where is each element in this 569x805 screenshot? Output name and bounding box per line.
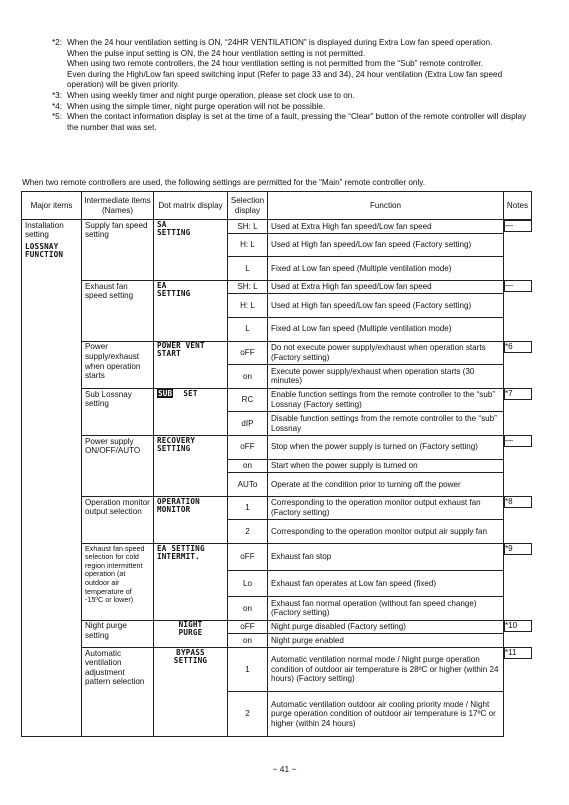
function-text: Exhaust fan normal operation (without fan speed change) (Factory setting) — [268, 597, 504, 621]
page-number: − 41 − — [272, 764, 297, 774]
footnote-2 — [52, 38, 537, 91]
dot-matrix-display — [154, 220, 228, 281]
lcd-text: SET — [183, 388, 198, 398]
header-dot-matrix: Dot matrix display — [154, 192, 228, 220]
dot-matrix-display — [154, 388, 228, 435]
lcd-text: OPERATION MONITOR — [157, 496, 200, 514]
footnote-line: Even during the High/Low fan speed switching input (Refer to page 33 and 34), 24 hour ventilation (Extra Low fan speed operation) will be given priority. — [67, 69, 503, 90]
intermediate-item: Night purge setting — [82, 620, 154, 647]
function-text: Fixed at Low fan speed (Multiple ventilation mode) — [268, 317, 504, 341]
intermediate-item: Operation monitor output selection — [82, 496, 154, 543]
lcd-text: BYPASS SETTING — [173, 647, 208, 665]
lcd-inverted-text: SUB — [158, 388, 173, 398]
intermediate-item: Automatic ventilation adjustment pattern selection — [82, 647, 154, 736]
selection-value: L — [228, 317, 268, 341]
footnote-line: When the 24 hour ventilation setting is ON, “24HR VENTILATION” is displayed during Extra Low fan speed operation. — [67, 38, 493, 47]
function-text: Execute power supply/exhaust when operation starts (30 minutes) — [268, 365, 504, 389]
note-ref: *7 — [504, 388, 532, 400]
function-text: Fixed at Low fan speed (Multiple ventilation mode) — [268, 257, 504, 281]
intermediate-item: Exhaust fan speed selection for cold region intermittent operation (at outdoor air temperature of -15ºC or lower) — [82, 543, 154, 620]
table-row — [22, 220, 532, 234]
selection-value: SH: L — [228, 220, 268, 234]
table-row — [22, 388, 532, 412]
footnote-4 — [52, 102, 537, 113]
selection-value: on — [228, 365, 268, 389]
selection-value: SH: L — [228, 280, 268, 294]
function-text: Enable function settings from the remote controller to the “sub” Lossnay (Factory setting) — [268, 388, 504, 412]
footnote-line: When using two remote controllers, the 24 hour ventilation setting is not permitted from the “Sub” remote controller. — [67, 59, 483, 69]
selection-value: H: L — [228, 233, 268, 257]
selection-value: RC — [228, 388, 268, 412]
footnote-line: When the pulse input setting is ON, the 24 hour ventilation setting is not permitted. — [67, 48, 366, 58]
function-text: Corresponding to the operation monitor output exhaust fan (Factory setting) — [268, 496, 504, 520]
note-ref: *9 — [504, 543, 532, 555]
note-ref: *8 — [504, 496, 532, 508]
selection-value: AUTo — [228, 473, 268, 497]
function-text: Used at High fan speed/Low fan speed (Factory setting) — [268, 233, 504, 257]
function-text: Stop when the power supply is turned on (Factory setting) — [268, 435, 504, 459]
table-row — [22, 341, 532, 365]
selection-value: oFF — [228, 341, 268, 365]
note-ref: *11 — [504, 647, 532, 659]
note-ref: *6 — [504, 341, 532, 353]
footnote-line: When using weekly timer and night purge operation, please set clock use to on. — [67, 90, 355, 100]
selection-value: oFF — [228, 435, 268, 459]
header-intermediate-items: Intermediate items (Names) — [82, 192, 154, 220]
footnote-line: When using the simple timer, night purge operation will not be possible. — [67, 101, 326, 111]
function-text: Automatic ventilation normal mode / Night purge operation condition of outdoor air temperature is 28ºC or higher (within 24 hours) (Factory setting) — [268, 647, 504, 692]
function-text: Used at High fan speed/Low fan speed (Factory setting) — [268, 294, 504, 318]
intermediate-item: Supply fan speed setting — [82, 220, 154, 281]
selection-value: on — [228, 597, 268, 621]
intermediate-item: Sub Lossnay setting — [82, 388, 154, 435]
function-text: Exhaust fan stop — [268, 543, 504, 570]
footnote-3 — [52, 91, 537, 102]
footnote-5 — [52, 112, 537, 133]
note-ref: *10 — [504, 620, 532, 632]
selection-value: 1 — [228, 496, 268, 520]
table-row — [22, 280, 532, 294]
intermediate-item: Power supply/exhaust when operation starts — [82, 341, 154, 388]
function-text: Automatic ventilation outdoor air cooling priority mode / Night purge operation condition of outdoor air temperature is 17ºC or higher (within 24 hours) — [268, 692, 504, 737]
header-function: Function — [268, 192, 504, 220]
function-text: Start when the power supply is turned on — [268, 459, 504, 473]
function-text: Night purge enabled — [268, 634, 504, 648]
footnote-line: When the contact information display is set at the time of a fault, pressing the “Clear” button of the remote controller will display the number that was set. — [67, 112, 527, 132]
table-row — [22, 496, 532, 520]
lcd-text: EA SETTING — [157, 280, 191, 298]
table-row — [22, 647, 532, 692]
table-row — [22, 620, 532, 634]
selection-value: oFF — [228, 620, 268, 634]
selection-value: dIP — [228, 412, 268, 436]
lcd-text: POWER VENT START — [157, 341, 205, 359]
note-ref: — — [504, 435, 532, 447]
selection-value: H: L — [228, 294, 268, 318]
note-ref: — — [504, 220, 532, 232]
dot-matrix-display — [154, 496, 228, 543]
lcd-text: NIGHT PURGE — [178, 620, 203, 638]
lcd-text: RECOVERY SETTING — [157, 435, 196, 453]
dot-matrix-display — [154, 435, 228, 496]
function-text: Disable function settings from the remote controller to the “sub” Lossnay — [268, 412, 504, 436]
dot-matrix-display — [154, 543, 228, 620]
settings-table — [21, 191, 532, 737]
selection-value: oFF — [228, 543, 268, 570]
header-selection: Selection display — [228, 192, 268, 220]
function-text: Exhaust fan operates at Low fan speed (fixed) — [268, 570, 504, 597]
header-notes: Notes — [504, 192, 532, 220]
footnotes — [52, 38, 537, 133]
function-text: Used at Extra High fan speed/Low fan speed — [268, 220, 504, 234]
note-ref: — — [504, 280, 532, 292]
selection-value: L — [228, 257, 268, 281]
table-intro: When two remote controllers are used, the following settings are permitted for the “Main” remote controller only. — [22, 178, 426, 187]
major-item-cell — [22, 220, 82, 737]
function-text: Used at Extra High fan speed/Low fan speed — [268, 280, 504, 294]
intermediate-item: Exhaust fan speed setting — [82, 280, 154, 341]
selection-value: on — [228, 459, 268, 473]
major-item-label: Installation setting — [25, 220, 64, 240]
function-text: Do not execute power supply/exhaust when operation starts (Factory setting) — [268, 341, 504, 365]
selection-value: 2 — [228, 520, 268, 544]
function-text: Operate at the condition prior to turning off the power — [268, 473, 504, 497]
footnote-mark: *4: — [52, 101, 63, 111]
lcd-text: SA SETTING — [157, 219, 191, 237]
footnote-mark: *3: — [52, 90, 63, 100]
lcd-text: EA SETTING INTERMIT. — [157, 543, 205, 561]
function-text: Corresponding to the operation monitor output air supply fan — [268, 520, 504, 544]
selection-value: Lo — [228, 570, 268, 597]
table-row — [22, 435, 532, 459]
intermediate-item: Power supply ON/OFF/AUTO — [82, 435, 154, 496]
footnote-mark: *2: — [52, 38, 63, 47]
table-row — [22, 543, 532, 570]
dot-matrix-display — [154, 647, 228, 736]
footnote-mark: *5: — [52, 112, 63, 122]
major-item-lcd: LOSSNAY FUNCTION — [25, 241, 64, 259]
header-major-items: Major items — [22, 192, 82, 220]
function-text: Night purge disabled (Factory setting) — [268, 620, 504, 634]
selection-value: on — [228, 634, 268, 648]
selection-value: 1 — [228, 647, 268, 692]
dot-matrix-display — [154, 341, 228, 388]
dot-matrix-display — [154, 620, 228, 647]
selection-value: 2 — [228, 692, 268, 737]
dot-matrix-display — [154, 280, 228, 341]
table-header-row — [22, 192, 532, 220]
